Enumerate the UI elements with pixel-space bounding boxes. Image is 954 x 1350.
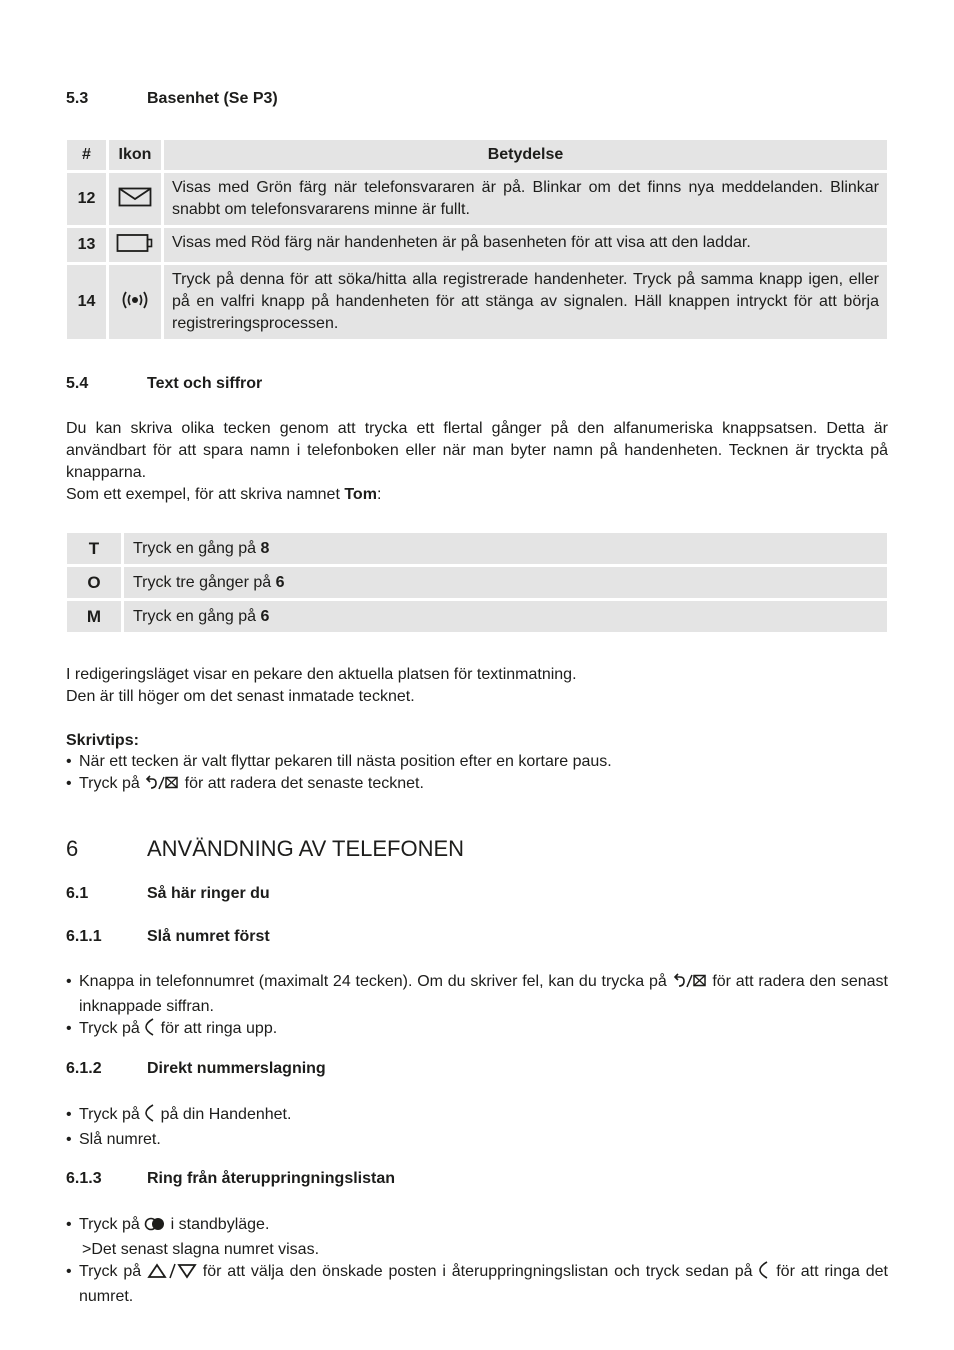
phone-call-icon — [758, 1261, 770, 1286]
tips-title: Skrivtips: — [66, 732, 139, 749]
row-description: Visas med Röd färg när handenheten är på basenheten för att visa att den laddar. — [164, 228, 887, 262]
envelope-icon — [109, 173, 161, 225]
instruction — [124, 533, 887, 564]
list-item-sub — [66, 1239, 888, 1261]
list-item: • Tryck på för att välja den önskade posten i återuppringningslistan och tryck sedan på för att ringa det numret. — [66, 1263, 889, 1305]
icon-table — [64, 137, 890, 342]
section-number: 5.3 — [66, 90, 89, 107]
bullet-list — [66, 971, 888, 1043]
list-item: • När ett tecken är valt flyttar pekaren till nästa position efter en kortare paus. — [66, 751, 888, 773]
text: Knappa in telefonnumret (maximalt 24 tecken). Om du skriver fel, kan du trycka på — [79, 973, 672, 990]
back-delete-icon — [144, 775, 180, 798]
table-header-num: # — [67, 140, 106, 170]
text: Tryck en gång på — [133, 539, 261, 557]
key: 6 — [260, 607, 270, 625]
instruction — [124, 567, 887, 598]
phone-call-icon — [144, 1018, 156, 1043]
list-item-text: När ett tecken är valt flyttar pekaren till nästa position efter en kortare paus. — [79, 753, 612, 770]
text: för att ringa det numret. — [79, 1263, 889, 1305]
list-item-text: Slå numret. — [79, 1131, 161, 1148]
section-number: 6.1.1 — [66, 928, 102, 945]
table-row — [67, 601, 887, 632]
section-title: Slå numret först — [147, 928, 270, 945]
table-row — [67, 173, 887, 225]
row-number: 14 — [67, 265, 106, 339]
table-header-icon: Ikon — [109, 140, 161, 170]
text: : — [376, 486, 382, 503]
example-name: Tom — [344, 486, 377, 503]
section-number: 6.1.2 — [66, 1060, 102, 1077]
section-title: Basenhet (Se P3) — [147, 90, 278, 107]
bullet-list — [66, 751, 888, 798]
text: Tryck på — [79, 1020, 145, 1037]
instruction — [124, 601, 887, 632]
paragraph — [66, 484, 888, 506]
bullet-list — [66, 1104, 888, 1151]
chapter-number: 6 — [66, 836, 79, 861]
phone-call-icon — [144, 1104, 156, 1129]
list-item-text: >Det senast slagna numret visas. — [82, 1241, 320, 1258]
text: på din Handenhet. — [156, 1106, 292, 1123]
text: Tryck på — [79, 1263, 147, 1280]
text: Tryck på — [79, 1216, 145, 1233]
redial-icon — [144, 1216, 166, 1239]
text: Tryck på — [79, 1106, 145, 1123]
text: för att radera det senaste tecknet. — [180, 775, 424, 792]
text: för att ringa upp. — [156, 1020, 278, 1037]
table-header-meaning: Betydelse — [164, 140, 887, 170]
list-item: • Tryck på för att radera det senaste tecknet. — [66, 773, 888, 798]
section-number: 6.1 — [66, 885, 89, 902]
section-title: Ring från återuppringningslistan — [147, 1170, 396, 1187]
list-item: • Tryck på för att ringa upp. — [66, 1018, 888, 1043]
section-number: 6.1.3 — [66, 1170, 102, 1187]
row-description: Tryck på denna för att söka/hitta alla registrerade handenheter. Tryck på samma knapp igen, eller på en valfri knapp på handenheten för att stänga av signalen. Häll knappen intryckt för att börja registreringsprocessen. — [164, 265, 887, 339]
key: 6 — [275, 573, 285, 591]
key: 8 — [260, 539, 270, 557]
text: i standbyläge. — [166, 1216, 270, 1233]
table-row — [67, 265, 887, 339]
paragraph: Du kan skriva olika tecken genom att trycka ett flertal gånger på den alfanumeriska knappsatsen. Detta är användbart för att spara namn i telefonboken eller när man byter namn på handenheten. Tecknen är tryckta på knapparna. — [66, 420, 888, 481]
battery-icon — [109, 228, 161, 262]
bullet-list — [66, 1214, 888, 1308]
text: Som ett exempel, för att skriva namnet — [66, 486, 345, 503]
list-item: • Tryck på på din Handenhet. — [66, 1104, 888, 1129]
paging-icon — [109, 265, 161, 339]
table-row — [67, 228, 887, 262]
chapter-title: ANVÄNDNING AV TELEFONEN — [147, 836, 465, 861]
section-title: Så här ringer du — [147, 885, 270, 902]
text: för att välja den önskade posten i återuppringningslistan och tryck sedan på — [196, 1263, 759, 1280]
row-number: 12 — [67, 173, 106, 225]
table-row — [67, 533, 887, 564]
paragraph: I redigeringsläget visar en pekare den aktuella platsen för textinmatning. — [66, 666, 577, 683]
text: Tryck tre gånger på — [133, 573, 276, 591]
letter: O — [67, 567, 121, 598]
up-down-arrow-icon — [147, 1263, 197, 1286]
letter: M — [67, 601, 121, 632]
text: Tryck en gång på — [133, 607, 261, 625]
list-item: • Knappa in telefonnumret (maximalt 24 tecken). Om du skriver fel, kan du trycka på för att radera den senast inknappade siffran. — [66, 973, 888, 1015]
section-title: Direkt nummerslagning — [147, 1060, 326, 1077]
text: Tryck på — [79, 775, 145, 792]
letter-table — [64, 530, 890, 635]
row-number: 13 — [67, 228, 106, 262]
section-title: Text och siffror — [147, 375, 263, 392]
section-number: 5.4 — [66, 375, 89, 392]
list-item: • Slå numret. — [66, 1129, 888, 1151]
list-item: • Tryck på i standbyläge. — [66, 1214, 888, 1239]
letter: T — [67, 533, 121, 564]
text: för att radera den senast inknappade siffran. — [79, 973, 888, 1015]
back-delete-icon — [672, 973, 708, 996]
table-row — [67, 567, 887, 598]
row-description: Visas med Grön färg när telefonsvararen är på. Blinkar om det finns nya meddelanden. Blinkar snabbt om telefonsvararens minne är fullt. — [164, 173, 887, 225]
paragraph: Den är till höger om det senast inmatade tecknet. — [66, 688, 415, 705]
